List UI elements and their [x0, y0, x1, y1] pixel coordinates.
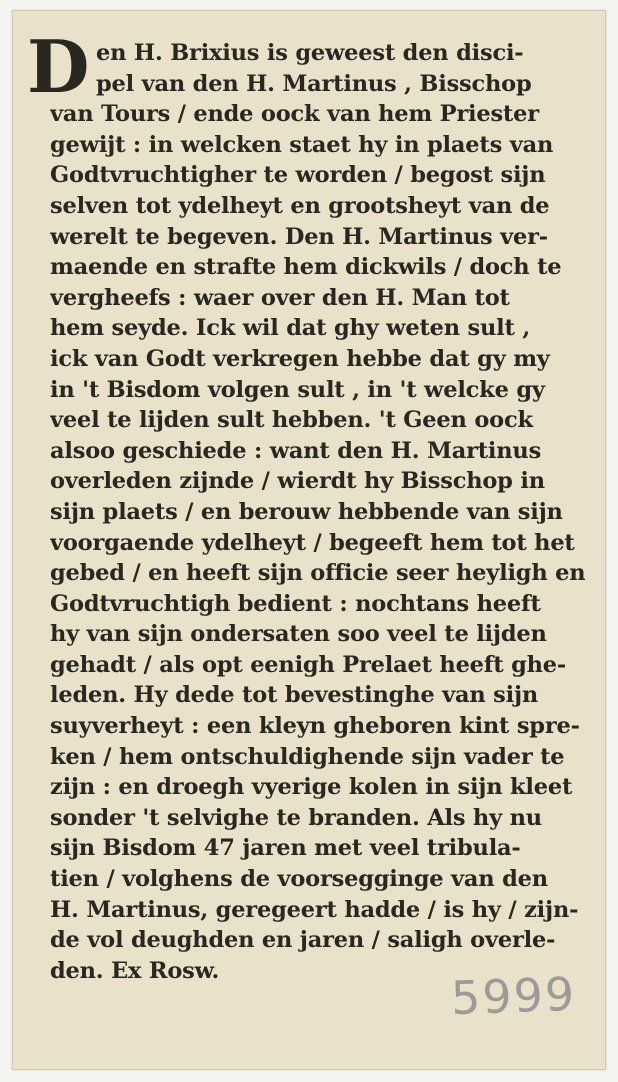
text-line: suyverheyt : een kleyn gheboren kint spre- [50, 713, 580, 740]
text-line: veel te lijden sult hebben. 't Geen oock [50, 407, 533, 434]
text-line: zijn : en droegh vyerige kolen in sijn kleet [50, 774, 573, 801]
text-line: Godtvruchtigh bedient : nochtans heeft [50, 590, 541, 617]
text-line: H. Martinus, geregeert hadde / is hy / zijn- [50, 896, 579, 923]
text-line: gehadt / als opt eenigh Prelaet heeft ghe- [50, 651, 567, 678]
text-line: hem seyde. Ick wil dat ghy weten sult , [50, 315, 530, 342]
text-line: ick van Godt verkregen hebbe dat gy my [50, 345, 550, 372]
text-line: den. Ex Rosw. [50, 957, 220, 984]
handwritten-number: 5999 [450, 966, 577, 1026]
text-line: gebed / en heeft sijn officie seer heyligh en [50, 560, 586, 587]
text-line: alsoo geschiede : want den H. Martinus [50, 437, 542, 464]
text-line: sonder 't selvighe te branden. Als hy nu [50, 804, 542, 831]
text-line: leden. Hy dede tot bevestinghe van sijn [50, 682, 539, 709]
text-line: sijn plaets / en berouw hebbende van sijn [50, 498, 563, 525]
paper-clipping [12, 10, 606, 1070]
text-line: in 't Bisdom volgen sult , in 't welcke gy [50, 376, 545, 403]
text-line: van Tours / ende oock van hem Priester [50, 101, 539, 128]
text-line: tien / volghens de voorsegginge van den [50, 866, 548, 893]
text-line: werelt te begeven. Den H. Martinus ver- [50, 223, 548, 250]
text-line: gewijt : in welcken staet hy in plaets van [50, 131, 554, 158]
text-line: pel van den H. Martinus , Bisschop [96, 70, 532, 97]
text-line: overleden zijnde / wierdt hy Bisschop in [50, 468, 545, 495]
text-line: ken / hem ontschuldighende sijn vader te [50, 743, 565, 770]
text-line: hy van sijn ondersaten soo veel te lijden [50, 621, 547, 648]
text-line: selven tot ydelheyt en grootsheyt van de [50, 192, 550, 219]
text-line: sijn Bisdom 47 jaren met veel tribula- [50, 835, 521, 862]
text-line: en H. Brixius is geweest den disci- [96, 40, 524, 66]
text-line: de vol deughden en jaren / saligh overle- [50, 927, 556, 954]
text-line: vergheefs : waer over den H. Man tot [50, 284, 510, 311]
text-line: voorgaende ydelheyt / begeeft hem tot het [50, 529, 575, 556]
drop-cap: D [27, 24, 90, 109]
text-line: Godtvruchtigher te worden / begost sijn [50, 162, 546, 189]
body-text [50, 38, 590, 986]
text-line: maende en strafte hem dickwils / doch te [50, 254, 562, 281]
